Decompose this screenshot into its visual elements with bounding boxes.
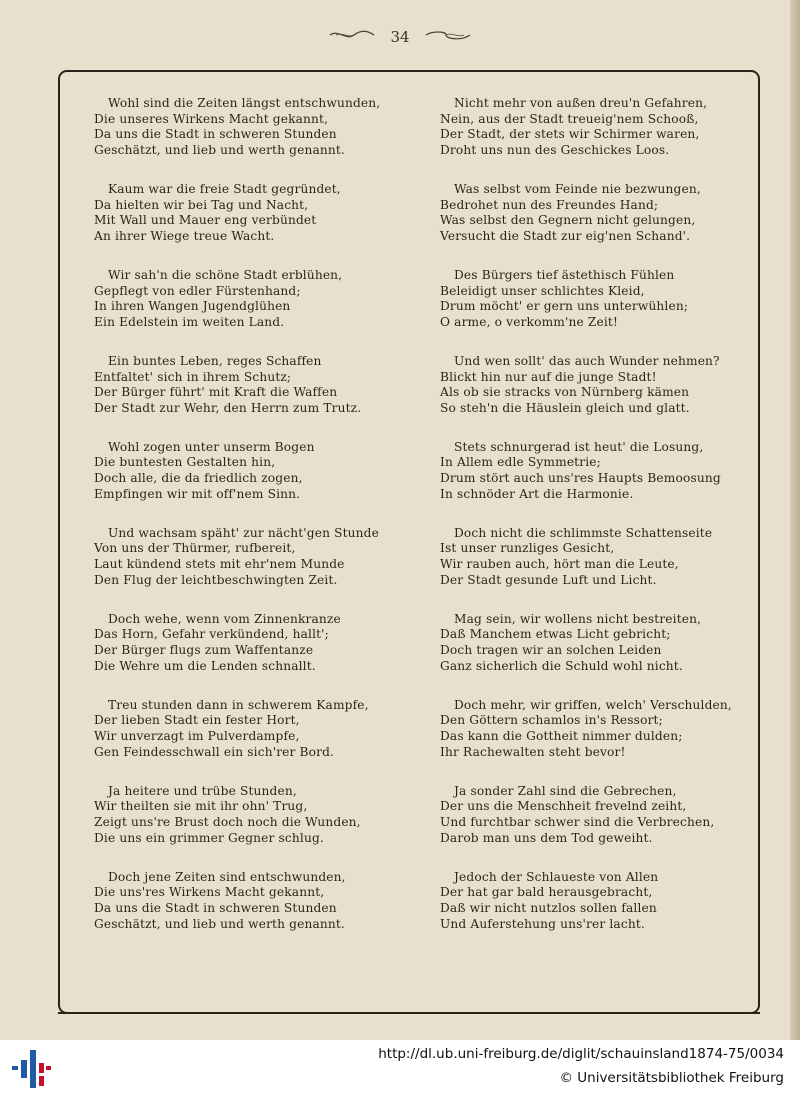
poem-line: Kaum war die freie Stadt gegründet, [108,181,341,196]
copyright-notice: © Universitätsbibliothek Freiburg [559,1070,784,1086]
poem-line: Als ob sie stracks von Nürnberg kämen [440,385,690,400]
poem-line: Nein, aus der Stadt treueig'nem Schooß, [440,111,699,126]
source-url-link[interactable]: http://dl.ub.uni-freiburg.de/diglit/schauinsland1874-75/0034 [378,1046,784,1062]
poem-line: Die buntesten Gestalten hin, [94,455,276,470]
stanza [94,440,394,502]
poem-line: Doch mehr, wir griffen, welch' Verschulden, [454,697,732,712]
poem-line: Bedrohet nun des Freundes Hand; [440,197,659,212]
poem-line: Und furchtbar schwer sind die Verbrechen, [440,814,715,829]
right-ornament-icon [424,28,472,46]
poem-line: Wir theilten sie mit ihr ohn' Trug, [94,799,308,814]
poem-line: Geschätzt, und lieb und werth genannt. [94,142,345,157]
poem-line: Und wachsam späht' zur nächt'gen Stunde [108,525,379,540]
poem-line: Den Göttern schamlos in's Ressort; [440,713,663,728]
poem-line: Daß Manchem etwas Licht gebricht; [440,627,671,642]
poem-line: Gepflegt von edler Fürstenhand; [94,283,301,298]
poem-line: Wir sah'n die schöne Stadt erblühen, [108,267,343,282]
poem-line: Der uns die Menschheit frevelnd zeiht, [440,799,687,814]
stanza [440,612,740,674]
poem-line: Des Bürgers tief ästethisch Fühlen [454,267,675,282]
poem-line: Darob man uns dem Tod geweiht. [440,830,653,845]
poem-line: Die Wehre um die Lenden schnallt. [94,658,316,673]
stanza [94,870,394,932]
poem-line: Da hielten wir bei Tag und Nacht, [94,197,309,212]
poem-line: Entfaltet' sich in ihrem Schutz; [94,369,292,384]
poem-line: Ganz sicherlich die Schuld wohl nicht. [440,658,683,673]
poem-line: Und Auferstehung uns'rer lacht. [440,916,645,931]
poem-line: O arme, o verkomm'ne Zeit! [440,314,619,329]
stanza [94,612,394,674]
poem-line: Daß wir nicht nutzlos sollen fallen [440,900,657,915]
poem-line: Doch nicht die schlimmste Schattenseite [454,525,713,540]
poem-line: Doch wehe, wenn vom Zinnenkranze [108,611,341,626]
library-logo-icon [12,1050,52,1088]
poem-line: Wir rauben auch, hört man die Leute, [440,557,679,572]
poem-line: Blickt hin nur auf die junge Stadt! [440,369,657,384]
stanza [94,354,394,416]
poem-line: Gen Feindesschwall ein sich'rer Bord. [94,744,335,759]
poem-line: In Allem edle Symmetrie; [440,455,601,470]
poem-line: Wir unverzagt im Pulverdampfe, [94,728,300,743]
poem-line: In schnöder Art die Harmonie. [440,486,634,501]
poem-line: Geschätzt, und lieb und werth genannt. [94,916,345,931]
poem-line: Doch tragen wir an solchen Leiden [440,643,662,657]
poem-line: Ein buntes Leben, reges Schaffen [108,353,322,368]
poem-line: Ihr Rachewalten steht bevor! [440,744,626,759]
stanza [94,96,394,158]
poem-line: Das Horn, Gefahr verkündend, hallt'; [94,627,329,642]
poem-line: Den Flug der leichtbeschwingten Zeit. [94,572,338,587]
stanza [440,268,740,330]
poem-line: Der Stadt gesunde Luft und Licht. [440,572,657,587]
poem-line: In ihren Wangen Jugendglühen [94,299,291,314]
poem-line: Die uns'res Wirkens Macht gekannt, [94,885,325,900]
page-number: 34 [390,28,410,46]
poem-line: Was selbst vom Feinde nie bezwungen, [454,181,701,196]
poem-line: Beleidigt unser schlichtes Kleid, [440,283,645,298]
poem-line: Der Bürger führt' mit Kraft die Waffen [94,385,338,400]
stanza [440,526,740,588]
stanza [94,698,394,760]
poem-line: Der lieben Stadt ein fester Hort, [94,713,300,728]
poem-line: Ja sonder Zahl sind die Gebrechen, [454,783,677,798]
page-header [0,28,800,46]
poem-line: Von uns der Thürmer, rufbereit, [94,541,296,556]
poem-line: Mit Wall und Mauer eng verbündet [94,213,317,228]
poem-line: Die uns ein grimmer Gegner schlug. [94,830,324,845]
poem-line: Ein Edelstein im weiten Land. [94,314,285,329]
poem-line: Stets schnurgerad ist heut' die Losung, [454,439,704,454]
poem-line: Nicht mehr von außen dreu'n Gefahren, [454,96,708,110]
poem-line: Drum möcht' er gern uns unterwühlen; [440,299,689,314]
left-ornament-icon [328,28,376,46]
stanza [94,526,394,588]
poem-line: Jedoch der Schlaueste von Allen [454,869,659,884]
poem-line: Treu stunden dann in schwerem Kampfe, [108,697,369,712]
poem-line: So steh'n die Häuslein gleich und glatt. [440,400,690,415]
page-edge [790,0,800,1040]
poem-line: Wohl sind die Zeiten längst entschwunden, [108,96,381,110]
stanza [94,784,394,846]
poem-line: Der Stadt, der stets wir Schirmer waren, [440,127,700,142]
poem-line: Droht uns nun des Geschickes Loos. [440,142,670,157]
poem-line: Da uns die Stadt in schweren Stunden [94,127,337,142]
poem-line: Laut kündend stets mit ehr'nem Munde [94,557,345,572]
poem-line: Was selbst den Gegnern nicht gelungen, [440,213,696,228]
poem-line: Der Stadt zur Wehr, den Herrn zum Trutz. [94,400,362,415]
poem-line: Empfingen wir mit off'nem Sinn. [94,486,301,501]
poem-line: Versucht die Stadt zur eig'nen Schand'. [440,228,691,243]
stanza [440,784,740,846]
frame-shadow-line [58,1012,760,1014]
poem-line: Drum stört auch uns'res Haupts Bemoosung [440,471,721,486]
poem-line: Doch jene Zeiten sind entschwunden, [108,869,346,884]
poem-line: Ist unser runzliges Gesicht, [440,541,615,556]
poem-line: Der Bürger flugs zum Waffentanze [94,643,314,657]
poem-line: Wohl zogen unter unserm Bogen [108,439,315,454]
poem-line: Das kann die Gottheit nimmer dulden; [440,728,683,743]
poem-column-right [440,96,740,956]
stanza [94,268,394,330]
poem-line: Der hat gar bald herausgebracht, [440,885,653,900]
poem-line: An ihrer Wiege treue Wacht. [94,228,275,243]
poem-column-left [94,96,394,956]
stanza [440,354,740,416]
poem-line: Da uns die Stadt in schweren Stunden [94,900,337,915]
poem-line: Ja heitere und trübe Stunden, [108,783,297,798]
stanza [440,96,740,158]
stanza [440,182,740,244]
stanza [440,698,740,760]
poem-line: Die unseres Wirkens Macht gekannt, [94,111,329,126]
poem-line: Mag sein, wir wollens nicht bestreiten, [454,611,702,626]
poem-line: Und wen sollt' das auch Wunder nehmen? [454,353,720,368]
footer-bar [0,1040,800,1095]
poem-line: Doch alle, die da friedlich zogen, [94,471,303,486]
stanza [440,870,740,932]
poem-line: Zeigt uns're Brust doch noch die Wunden, [94,814,361,829]
stanza [440,440,740,502]
stanza [94,182,394,244]
